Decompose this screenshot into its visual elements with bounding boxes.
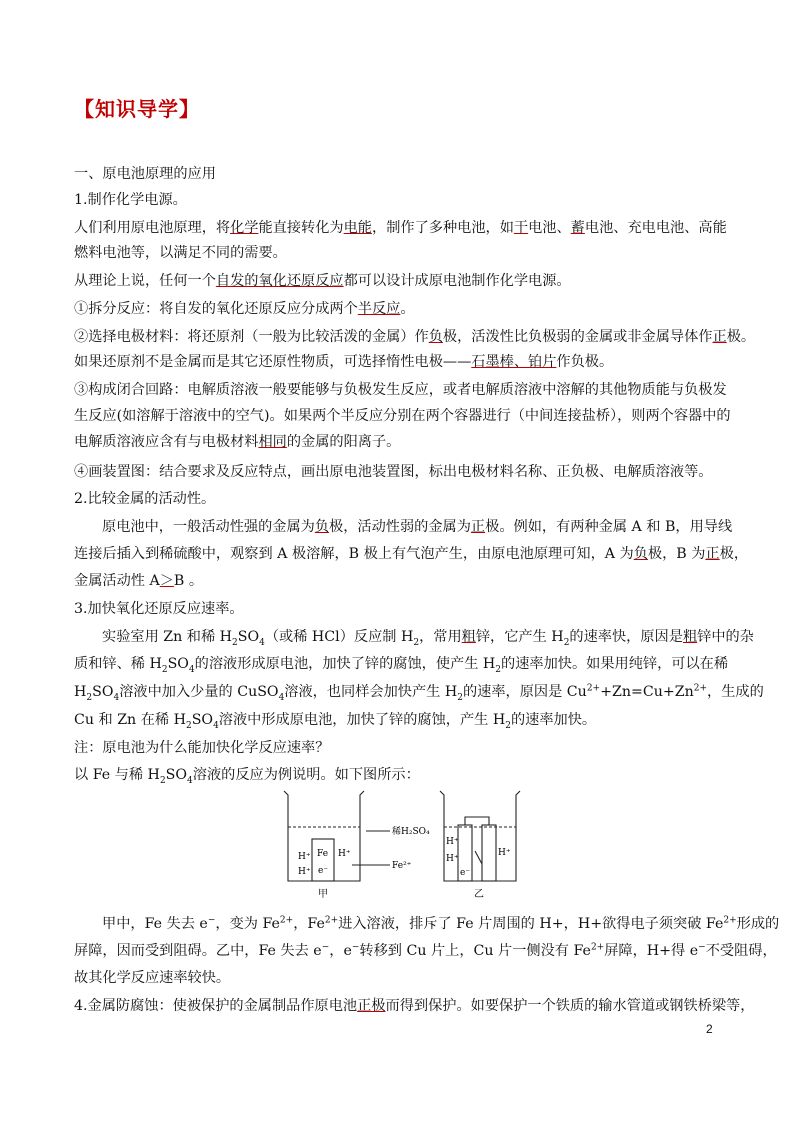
paragraph-line: $H_2SO_4$溶液中加入少量的 CuSO$_4$溶液，也同样会加快产生 $H_2$的速率，原因是 $Cu^{2+}+Zn=Cu+Zn^{2+}$，生成的 <box>74 683 764 703</box>
paragraph-line: 质和锌、稀 $H_2SO_4$的溶液形成原电池，加快了锌的腐蚀，使产生 $H_2$的速率加快。如果用纯锌，可以在稀 <box>74 656 729 675</box>
wire <box>465 817 489 825</box>
paragraph-line: ①拆分反应：将自发的氧化还原反应分成两个半反应。 <box>74 301 415 317</box>
paragraph-line: 金属活动性 A＞B 。 <box>74 573 204 589</box>
galvanic-cell-figure <box>282 789 522 901</box>
paragraph-line: Cu 和 Zn 在稀 $H_2SO_4$溶液中形成原电池，加快了锌的腐蚀，产生 $H_2$的速率加快。 <box>74 712 597 731</box>
hplus-label: H⁺ <box>338 849 351 859</box>
paragraph-line: 故其化学反应速率较快。 <box>74 970 231 986</box>
hplus-label: H⁺ <box>298 852 311 862</box>
hplus-label: H⁺ <box>446 854 459 864</box>
paragraph-line: ②选择电极材料：将还原剂（一般为比较活泼的金属）作负极，活泼性比负极弱的金属或非金属导体作正极。 <box>74 329 756 345</box>
beaker-yi <box>440 791 520 881</box>
paragraph-line: 连接后插入到稀硫酸中，观察到 A 极溶解，B 极上有气泡产生，由原电池原理可知，A 为负极，B 为正极， <box>74 546 749 562</box>
paragraph-line: ④画装置图：结合要求及反应特点，画出原电池装置图，标出电极材料名称、正负极、电解质溶液等。 <box>74 464 713 480</box>
note-line: 注：原电池为什么能加快化学反应速率？ <box>74 740 330 756</box>
acid-label: 稀H₂SO₄ <box>392 827 430 837</box>
electron-label: e⁻ <box>318 866 329 876</box>
hplus-label: H⁺ <box>498 848 511 858</box>
section-title: 一、原电池原理的应用 <box>74 166 216 182</box>
hplus-label: H⁺ <box>298 867 311 877</box>
paragraph-line: 如果还原剂不是金属而是其它还原性物质，可选择惰性电极——石墨棒、铂片作负极。 <box>74 354 614 370</box>
paragraph-line: 以 Fe 与稀 $H_2SO_4$溶液的反应为例说明。如下图所示： <box>74 767 420 786</box>
fe-label: Fe <box>317 849 329 859</box>
fe2-label: Fe²⁺ <box>392 861 412 871</box>
label-jia: 甲 <box>318 889 328 900</box>
paragraph-line: 屏障，因而受到阻碍。乙中，Fe 失去 e−，e−转移到 Cu 片上，Cu 片一侧没有 $Fe^{2+}$屏障，H+得 e−不受阻碍， <box>74 942 777 959</box>
paragraph-line: 生反应(如溶解于溶液中的空气)。如果两个半反应分别在两个容器进行（中间连接盐桥），则两个容器中的 <box>74 408 731 424</box>
electron-arrow <box>475 851 482 864</box>
page-number: 2 <box>706 1022 713 1036</box>
hplus-label: H⁺ <box>446 837 459 847</box>
cu-plate <box>482 825 496 881</box>
paragraph-line: 甲中，Fe 失去 e−，变为 $Fe^{2+}$，$Fe^{2+}$进入溶液，排斥了 Fe 片周围的 H+，H+欲得电子须突破 $Fe^{2+}$形成的 <box>102 915 780 932</box>
paragraph-line: 4.金属防腐蚀：使被保护的金属制品作原电池正极而得到保护。如要保护一个铁质的输水管道或钢铁桥梁等， <box>74 998 755 1014</box>
paragraph-line: 电解质溶液应含有与电极材料相同的金属的阳离子。 <box>74 434 401 450</box>
paragraph-line: 实验室用 Zn 和稀 $H_2SO_4$（或稀 HCl）反应制 $H_2$，常用粗锌，它产生 $H_2$的速率快，原因是粗锌中的杂 <box>102 629 754 648</box>
label-yi: 乙 <box>474 889 484 900</box>
paragraph-line: 人们利用原电池原理，将化学能直接转化为电能，制作了多种电池，如干电池、蓄电池、充电电池、高能 <box>74 220 727 236</box>
subheading-1: 1.制作化学电源。 <box>74 192 187 208</box>
paragraph-line: 从理论上说，任何一个自发的氧化还原反应都可以设计成原电池制作化学电源。 <box>74 273 571 289</box>
section-heading: 【知识导学】 <box>74 97 200 121</box>
subheading-2: 2.比较金属的活动性。 <box>74 491 216 507</box>
paragraph-line: 原电池中，一般活动性强的金属为负极，活动性弱的金属为正极。例如，有两种金属 A 和 B，用导线 <box>102 519 733 535</box>
paragraph-line: ③构成闭合回路：电解质溶液一般要能够与负极发生反应，或者电解质溶液中溶解的其他物质能与负极发 <box>74 382 727 398</box>
paragraph-line: 燃料电池等，以满足不同的需要。 <box>74 245 287 261</box>
electron-label: e⁻ <box>460 868 471 878</box>
subheading-3: 3.加快氧化还原反应速率。 <box>74 601 244 617</box>
